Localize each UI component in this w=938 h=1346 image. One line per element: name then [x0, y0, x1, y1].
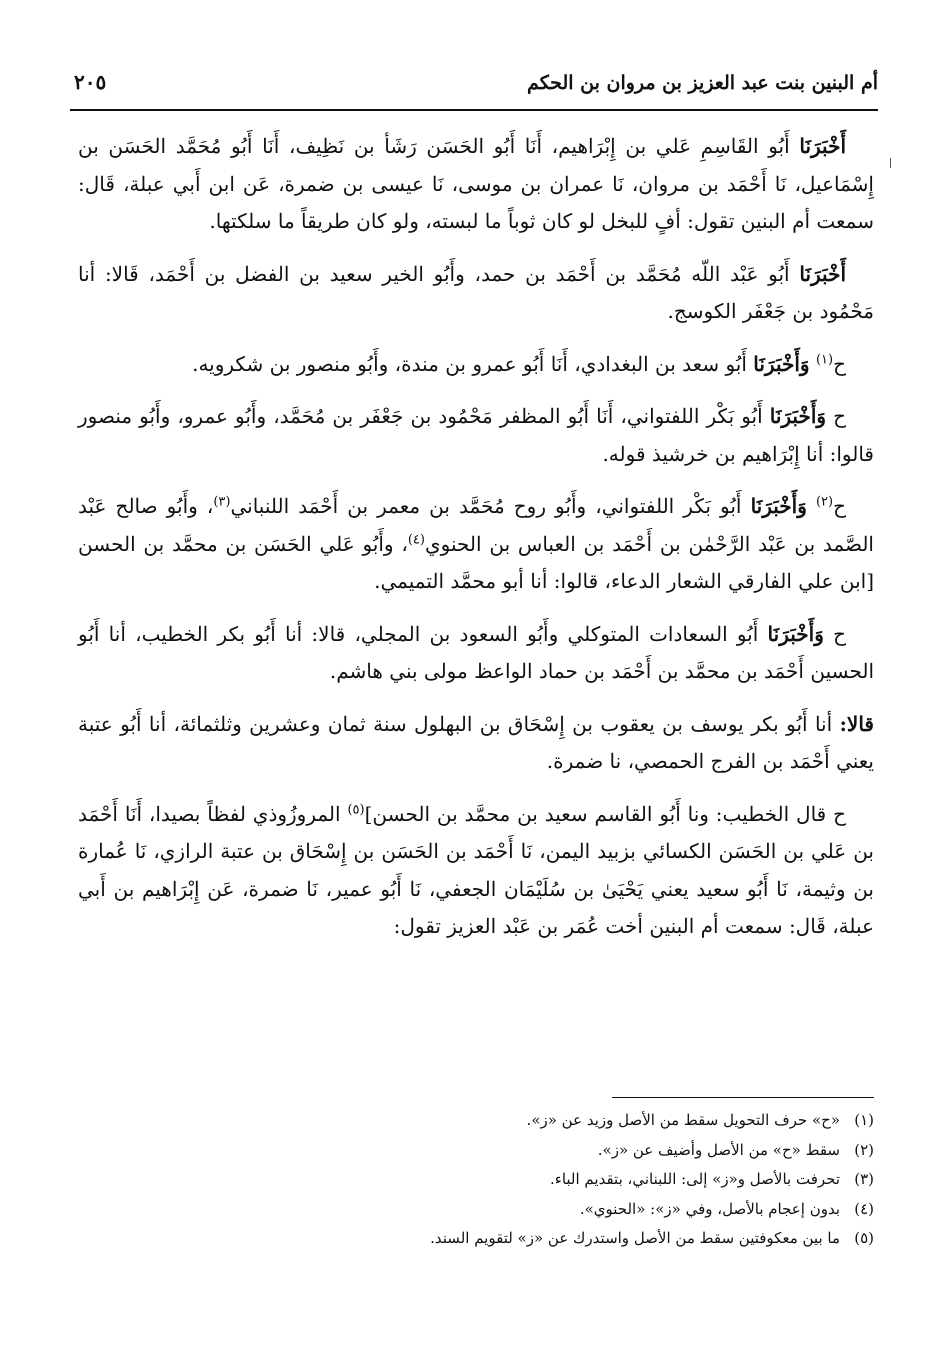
paragraph-text: أَبُو عَبْد اللّه مُحَمَّد بن أَحْمَد بن حمد، وأَبُو الخير سعيد بن الفضل بن أَحْمَد، قَالا: أنا مَحْمُود بن جَعْفَر الكوسج.	[78, 261, 874, 323]
paragraph-3	[78, 346, 874, 384]
paragraph-keyword: قالا:	[839, 711, 874, 736]
paragraph-text: أنا أَبُو بكر يوسف بن يعقوب بن إِسْحَاق بن البهلول سنة ثمان وعشرين وثلثمائة، أنا أَبُو عتبة يعني أَحْمَد بن الفرج الحمصي، نا ضمرة.	[78, 711, 874, 773]
main-text	[78, 128, 874, 961]
tahwil-prefix: ح	[833, 494, 847, 518]
footnote-text: سقط «ح» من الأصل وأضيف عن «ز».	[597, 1140, 840, 1159]
footnote-ref: (٢)	[815, 494, 834, 510]
footnote-number: (٥)	[854, 1229, 874, 1247]
paragraph-text: أَبُو بَكْر اللفتواني، أَنَا أَبُو المظفر مَحْمُود بن جَعْفَر بن مُحَمَّد، وأَبُو عمرو، وأَبُو منصور قالوا: أنا إِبْرَاهيم بن خرشيذ قوله.	[78, 404, 874, 466]
header-rule	[70, 109, 878, 111]
paragraph-text: المروزُوذي لفظاً بصيدا، أَنَا أَحْمَد بن عَلي بن الحَسَن الكسائي بزبيد اليمن، نَا أَحْمَد بن الحَسَن بن إِسْحَاق بن عتبة الرازي، نَا عُمارة بن وثيمة، نَا أَبُو سعيد يعني يَحْيَىٰ بن سُلَيْمَان الجعفي، نَا أَبُو عمير، نَا ضمرة، عَن إِبْرَاهيم بن أَبي عبلة، قَال: سمعت أم البنين أخت عُمَر بن عَبْد العزيز تقول:	[78, 801, 874, 938]
paragraph-text: أَبُو القَاسِمِ عَلي بن إِبْرَاهيم، أَنَا أَبُو الحَسَن رَشَأ بن نَظِيف، أَنَا أَبُو مُحَمَّد الحَسَن بن إِسْمَاعيل، نَا أَحْمَد بن مروان، نَا عمران بن موسى، نَا عيسى بن ضمرة، عَن ابن أَبي عبلة، قَال: سمعت أم البنين تقول: أفٍ للبخل لو كان ثوباً ما لبسته، ولو كان طريقاً ما سلكتها.	[78, 134, 874, 233]
paragraph-text: ، وأَبُو عَلي الحَسَن بن محمَّد بن الحسن [ابن علي الفارقي الشعار الدعاء، قالوا: أنا أبو محمَّد التميمي.	[78, 531, 874, 593]
running-title: أم البنين بنت عبد العزيز بن مروان بن الحكم	[527, 72, 878, 94]
footnote-ref: (٣)	[213, 494, 231, 510]
paragraph-1	[78, 128, 874, 241]
margin-mark	[890, 158, 891, 168]
tahwil-prefix: ح	[833, 621, 847, 646]
paragraph-text: أَبُو سعد بن البغدادي، أَنَا أَبُو عمرو بن مندة، وأَبُو منصور بن شكرويه.	[192, 351, 754, 376]
paragraph-text: أَبُو السعادات المتوكلي وأَبُو السعود بن المجلي، قالا: أنا أَبُو بكر الخطيب، أنا أَبُو الحسين أَحْمَد بن محمَّد بن أَحْمَد بن حماد الواعظ مولى بني هاشم.	[78, 621, 874, 683]
footnote-ref: (٤)	[407, 531, 425, 547]
paragraph-text: أَبُو بَكْر اللفتواني، وأَبُو روح مُحَمَّد بن معمر بن أَحْمَد اللنباني	[230, 494, 751, 518]
paragraph-7	[78, 706, 874, 781]
footnote-text: ما بين معكوفتين سقط من الأصل واستدرك عن «ز» لتقويم السند.	[430, 1229, 840, 1247]
paragraph-6	[78, 616, 874, 691]
paragraph-2	[78, 256, 874, 331]
paragraph-text: ح قال الخطيب: ونا أَبُو القاسم سعيد بن محمَّد بن الحسن]	[364, 801, 847, 826]
footnote-number: (٤)	[854, 1199, 874, 1218]
footnote-text: بدون إعجام بالأصل، وفي «ز»: «الحنوي».	[579, 1199, 840, 1218]
footnote-number: (١)	[854, 1111, 874, 1129]
running-head	[70, 66, 878, 106]
paragraph-8	[78, 796, 874, 946]
paragraph-keyword: وَأَخْبَرَنَا	[767, 621, 824, 646]
footnote-ref: (٥)	[347, 801, 365, 817]
footnote-text: «ح» حرف التحويل سقط من الأصل وزيد عن «ز».	[526, 1111, 840, 1129]
footnote	[90, 1106, 874, 1136]
footnote	[90, 1165, 874, 1195]
footnote	[90, 1224, 874, 1254]
footnotes	[90, 1106, 874, 1254]
footnote-text: تحرفت بالأصل و«ز» إلى: اللبناني، بتقديم الباء.	[550, 1170, 840, 1188]
page-number: ٢٠٥	[74, 70, 107, 94]
footnote	[90, 1136, 874, 1166]
paragraph-keyword: أَخْبَرَنَا	[799, 261, 846, 286]
paragraph-keyword: وَأَخْبَرَنَا	[753, 351, 810, 376]
tahwil-prefix: ح	[833, 351, 846, 376]
paragraph-keyword: وَأَخْبَرَنَا	[769, 404, 827, 428]
tahwil-prefix: ح	[833, 404, 847, 428]
paragraph-keyword: أَخْبَرَنَا	[799, 134, 846, 158]
footnote-rule	[612, 1097, 874, 1098]
paragraph-5	[78, 488, 874, 601]
footnote	[90, 1195, 874, 1225]
paragraph-text: ، وأَبُو صالح عَبْد الصَّمد بن عَبْد الرَّحْمٰن بن أَحْمَد بن العباس بن الحنوي	[78, 494, 874, 556]
paragraph-4	[78, 398, 874, 473]
paragraph-keyword: وَأَخْبَرَنَا	[750, 494, 807, 518]
footnote-number: (٣)	[854, 1170, 874, 1188]
footnote-number: (٢)	[854, 1140, 874, 1159]
footnote-ref: (١)	[815, 351, 834, 367]
